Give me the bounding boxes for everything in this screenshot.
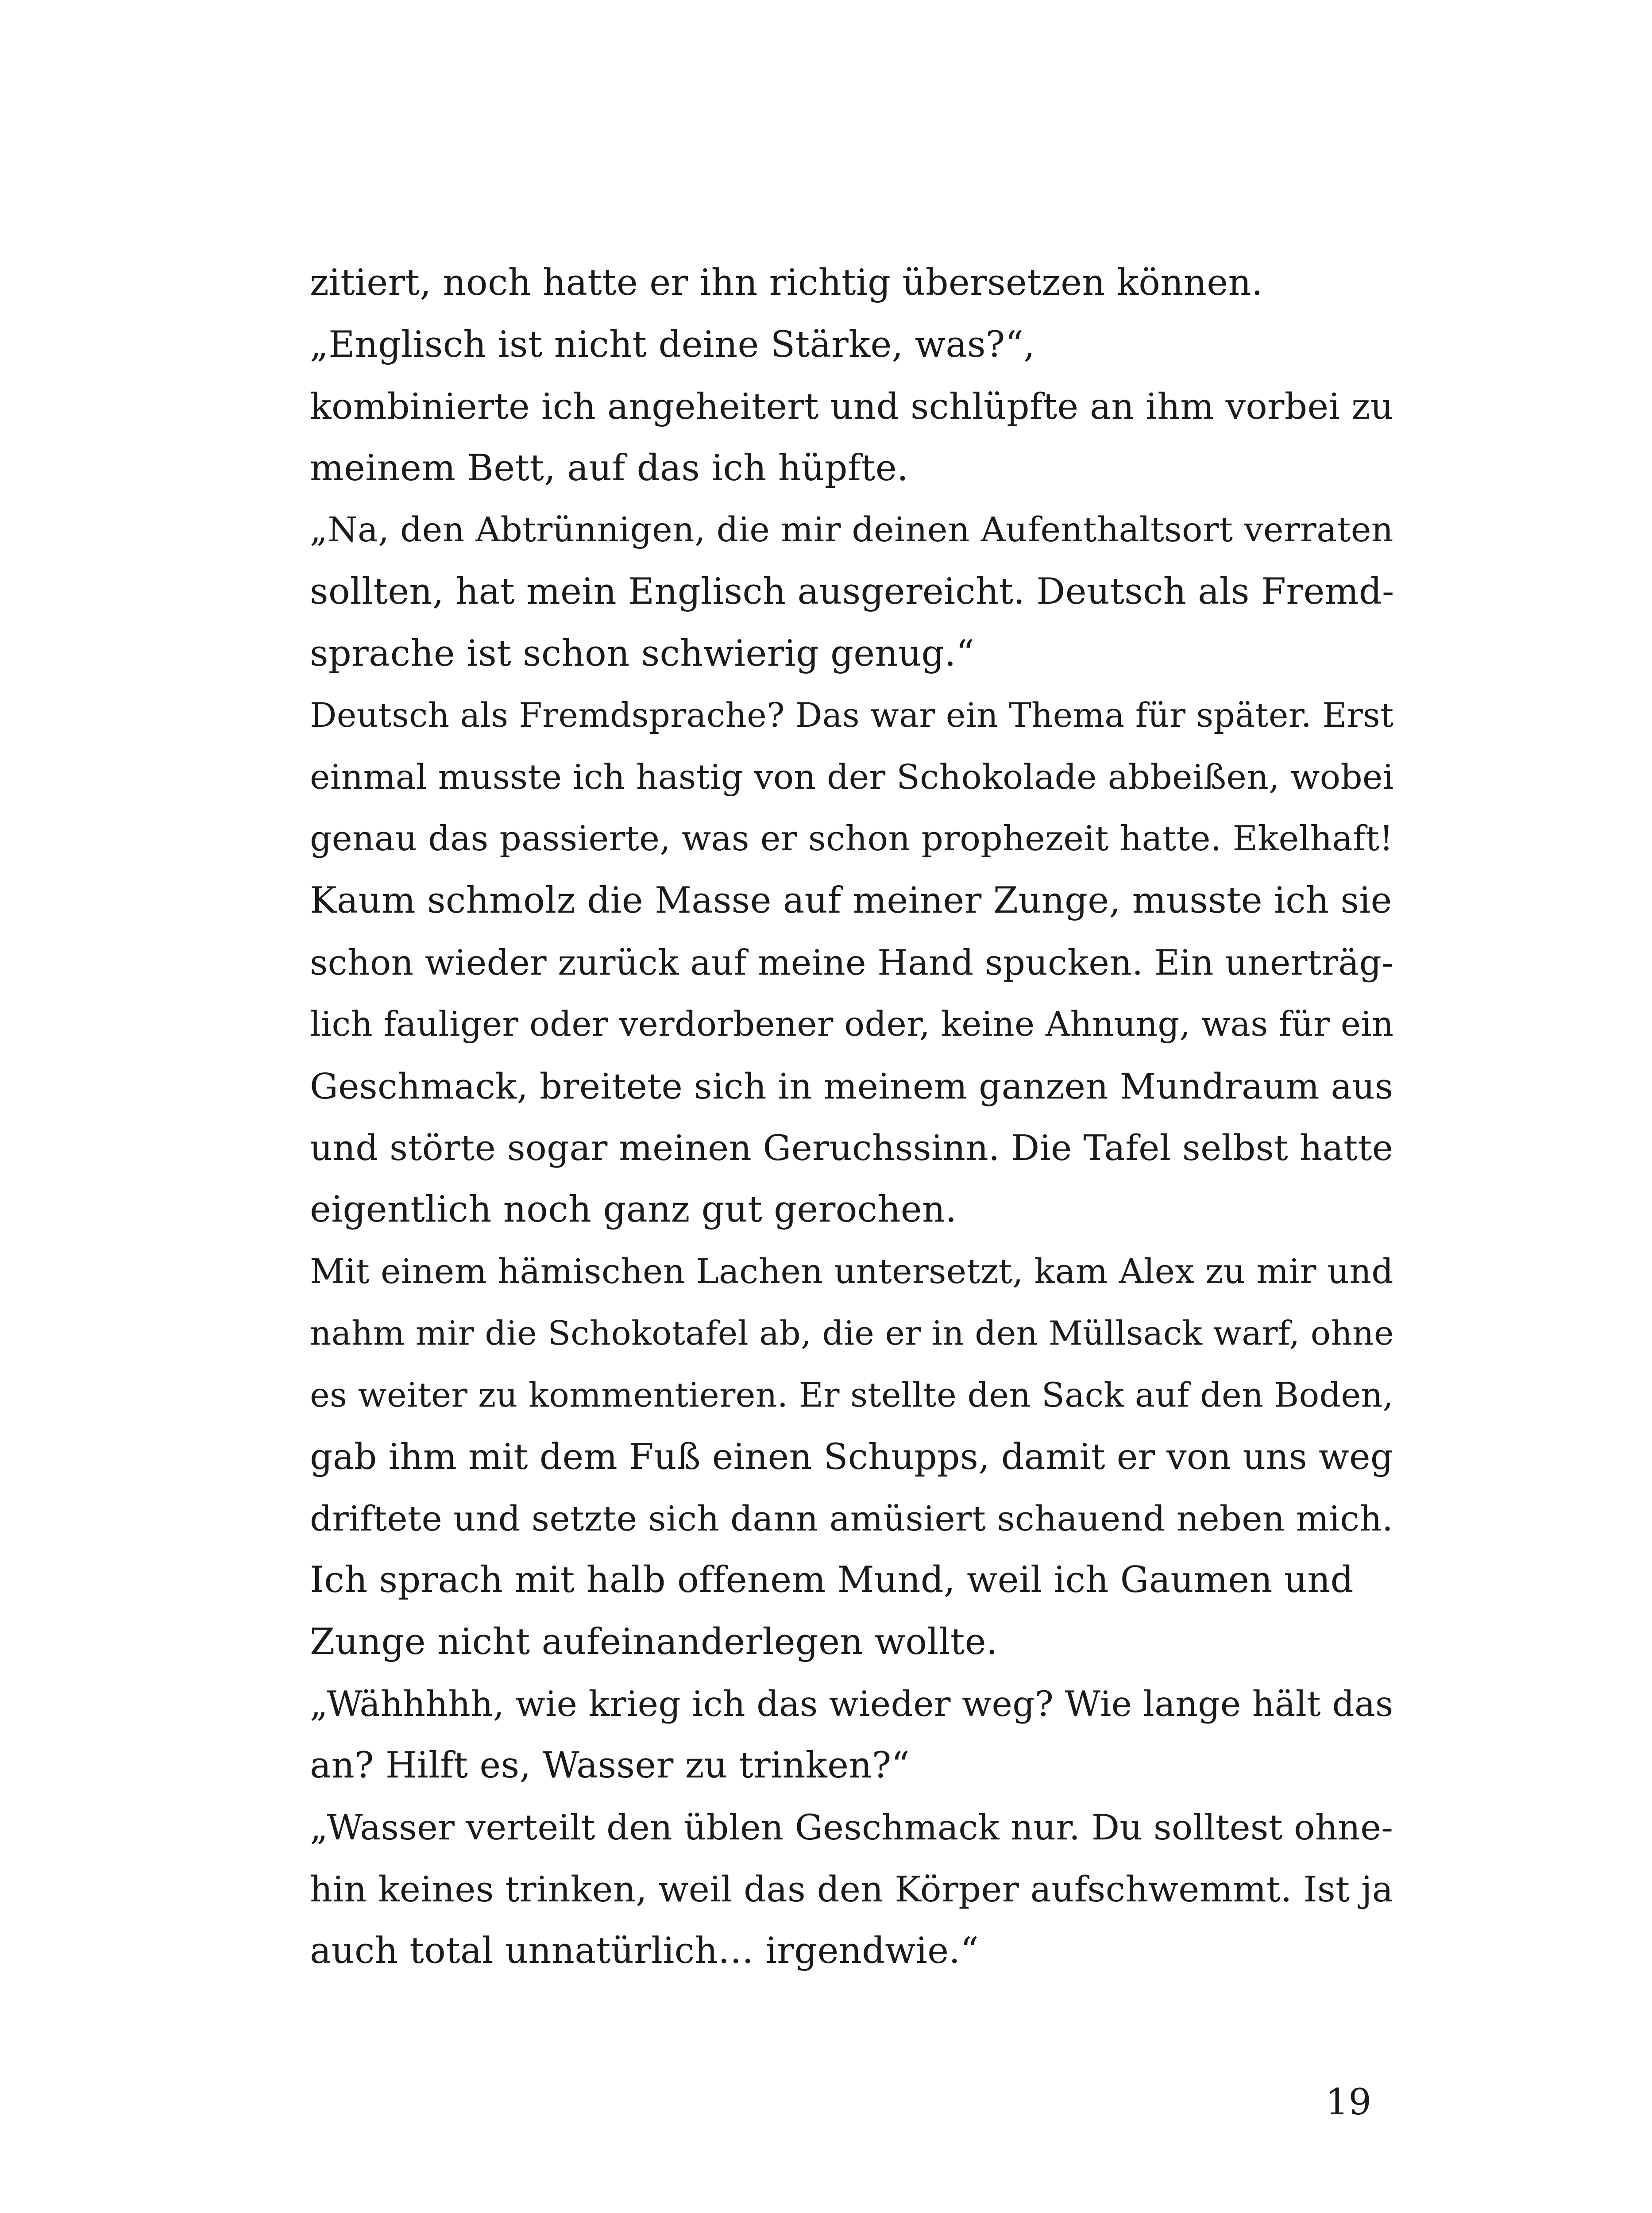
text-line: „Wasser verteilt den üblen Geschmack nur. Du solltest ohne- xyxy=(310,1807,1393,1848)
body-text xyxy=(310,252,1399,1982)
text-line: gab ihm mit dem Fuß einen Schupps, damit er von uns weg xyxy=(310,1436,1393,1478)
text-line: kombinierte ich angeheitert und schlüpfte an ihm vorbei zu xyxy=(310,386,1393,428)
text-line: driftete und setzte sich dann amüsiert schauend neben mich. xyxy=(310,1498,1393,1539)
text-line: Deutsch als Fremdsprache? Das war ein Thema für später. Erst xyxy=(310,696,1394,735)
text-line: hin keines trinken, weil das den Körper aufschwemmt. Ist ja xyxy=(310,1869,1393,1910)
text-line: meinem Bett, auf das ich hüpfte. xyxy=(310,447,909,489)
text-line: Geschmack, breitete sich in meinem ganzen Mundraum aus xyxy=(310,1065,1393,1107)
text-line: Ich sprach mit halb offenem Mund, weil ich Gaumen und xyxy=(310,1559,1354,1601)
text-line: Zunge nicht aufeinanderlegen wollte. xyxy=(310,1621,998,1663)
text-line: an? Hilft es, Wasser zu trinken?“ xyxy=(310,1745,910,1787)
text-line: einmal musste ich hastig von der Schokolade abbeißen, wobei xyxy=(310,757,1394,797)
text-line: sprache ist schon schwierig genug.“ xyxy=(310,632,975,675)
text-line: zitiert, noch hatte er ihn richtig übersetzen können. xyxy=(310,262,1263,304)
text-line: auch total unnatürlich… irgendwie.“ xyxy=(310,1930,979,1972)
text-line: es weiter zu kommentieren. Er stellte den Sack auf den Boden, xyxy=(310,1375,1393,1415)
text-line: sollten, hat mein Englisch ausgereicht. Deutsch als Fremd- xyxy=(310,571,1394,613)
text-line: genau das passierte, was er schon prophezeit hatte. Ekelhaft! xyxy=(310,819,1393,859)
text-line: lich fauliger oder verdorbener oder, keine Ahnung, was für ein xyxy=(310,1005,1394,1045)
text-line: eigentlich noch ganz gut gerochen. xyxy=(310,1188,957,1230)
text-line: und störte sogar meinen Geruchssinn. Die Tafel selbst hatte xyxy=(310,1127,1393,1169)
text-line: Kaum schmolz die Masse auf meiner Zunge, musste ich sie xyxy=(310,879,1392,921)
text-line: nahm mir die Schokotafel ab, die er in den Müllsack warf, ohne xyxy=(310,1314,1394,1353)
text-line: „Na, den Abtrünnigen, die mir deinen Aufenthaltsort verraten xyxy=(310,510,1393,550)
page-number: 19 xyxy=(1325,2082,1371,2123)
text-line: „Englisch ist nicht deine Stärke, was?“, xyxy=(310,324,1035,366)
text-line: schon wieder zurück auf meine Hand spucken. Ein unerträg- xyxy=(310,942,1394,983)
text-line: Mit einem hämischen Lachen untersetzt, kam Alex zu mir und xyxy=(310,1252,1393,1292)
text-line: „Wähhhhh, wie krieg ich das wieder weg? Wie lange hält das xyxy=(310,1683,1393,1724)
